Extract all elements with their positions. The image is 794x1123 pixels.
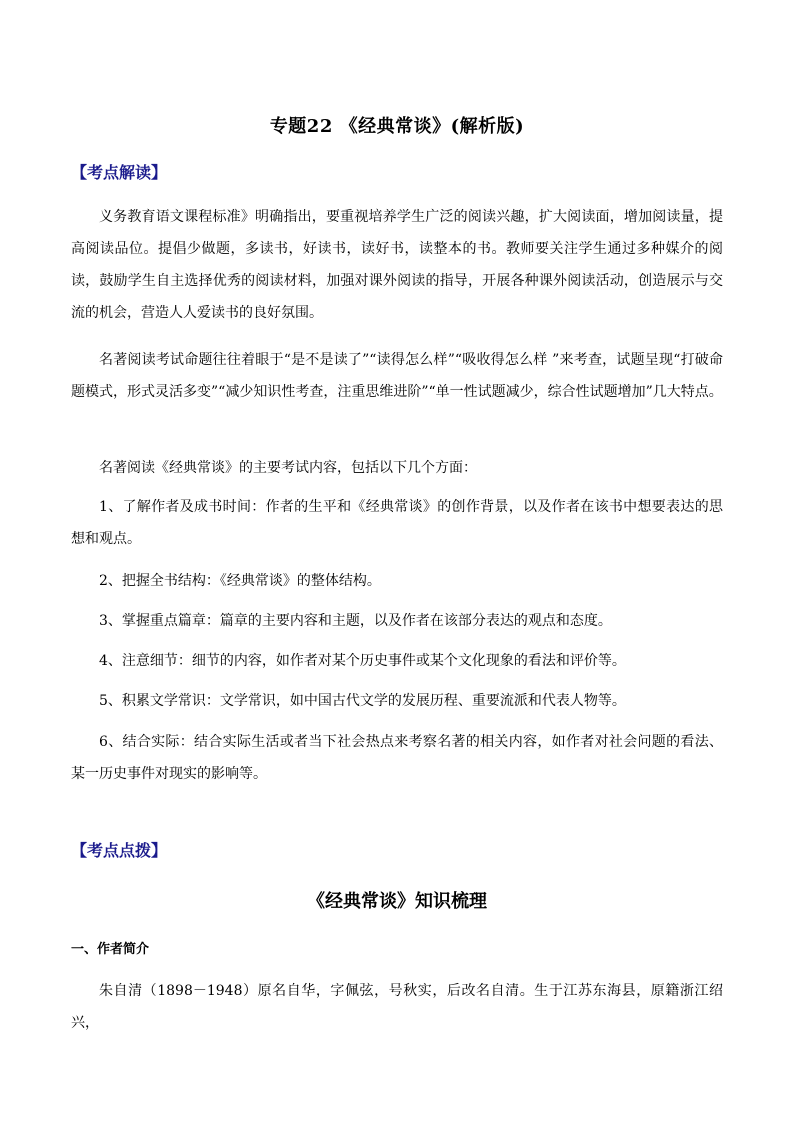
paragraph-point-6: 6、结合实际：结合实际生活或者当下社会热点来考察名著的相关内容，如作者对社会问题的看法、某一历史事件对现实的影响等。 bbox=[71, 734, 723, 782]
paragraph-point-2: 2、把握全书结构：《经典常谈》的整体结构。 bbox=[99, 573, 381, 589]
paragraph-point-4: 4、注意细节：细节的内容，如作者对某个历史事件或某个文化现象的看法和评价等。 bbox=[99, 653, 626, 669]
author-intro-heading: 一、作者简介 bbox=[71, 942, 150, 957]
paragraph-point-3: 3、掌握重点篇章：篇章的主要内容和主题，以及作者在该部分表达的观点和态度。 bbox=[99, 613, 612, 629]
paragraph-exam-content-intro: 名著阅读《经典常谈》的主要考试内容，包括以下几个方面： bbox=[99, 460, 477, 476]
knowledge-subtitle: 《经典常谈》知识梳理 bbox=[307, 891, 487, 912]
section-heading-exam-points: 【考点解读】 bbox=[71, 163, 168, 182]
paragraph-author-bio: 朱自清（1898－1948）原名自华，字佩弦，号秋实，后改名自清。生于江苏东海县，原籍浙江绍兴， bbox=[71, 983, 723, 1031]
paragraph-point-5: 5、积累文学常识：文学常识，如中国古代文学的发展历程、重要流派和代表人物等。 bbox=[99, 693, 626, 709]
paragraph-point-1: 1、了解作者及成书时间：作者的生平和《经典常谈》的创作背景，以及作者在该书中想要表达的思想和观点。 bbox=[71, 499, 723, 547]
paragraph-exam-features: 名著阅读考试命题往往着眼于“是不是读了”“读得怎么样”“吸收得怎么样 ”来考查，试题呈现“打破命题模式，形式灵活多变”“减少知识性考查，注重思维进阶”“单一性试题减少，综合性试题增加”几大特点。 bbox=[71, 352, 723, 400]
section-heading-key-points: 【考点点拨】 bbox=[71, 841, 168, 860]
paragraph-curriculum-standard: 义务教育语文课程标准》明确指出，要重视培养学生广泛的阅读兴趣，扩大阅读面，增加阅读量，提高阅读品位。提倡少做题，多读书，好读书，读好书，读整本的书。教师要关注学生通过多种媒介的阅读，鼓励学生自主选择优秀的阅读材料，加强对课外阅读的指导，开展各种课外阅读活动，创造展示与交流的机会，营造人人爱读书的良好氛围。 bbox=[71, 209, 723, 321]
document-title: 专题22 《经典常谈》(解析版) bbox=[269, 116, 525, 137]
